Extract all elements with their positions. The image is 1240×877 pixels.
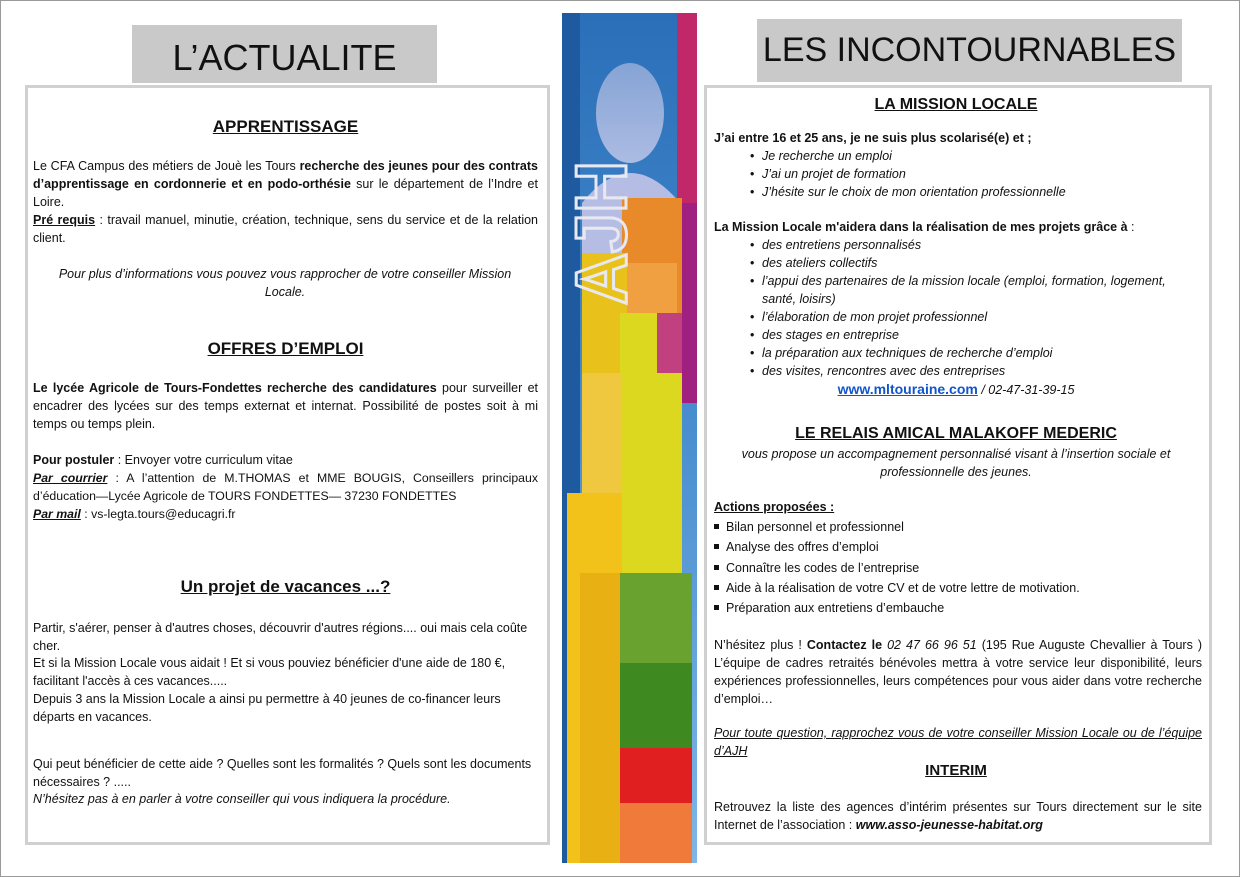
relais-contact: N’hésitez plus ! Contactez le 02 47 66 96 51 (195 Rue Auguste Chevallier à Tours ) L’équipe de cadres retraités bénévoles mettra à votre service leur disponibilité, leurs expériences professionnelles, leurs compétences pour vous aider dans votre recherche d’emploi… bbox=[714, 638, 1203, 706]
offres-courrier: Par courrier : A l’attention de M.THOMAS et MME BOUGIS, Conseillers principaux d’éducation—Lycée Agricole de TOURS FONDETTES— 37230 FONDETTES Par mail : vs-legta.tours@educagri.fr bbox=[33, 471, 538, 521]
apprentissage-title: APPRENTISSAGE bbox=[212, 117, 359, 136]
vacances-p2: Et si la Mission Locale vous aidait ! Et si vous pouviez bénéficier d'une aide de 180 €, facilitant l'accès à ces vacances..... bbox=[33, 656, 506, 688]
interim-text: Retrouvez la liste des agences d’intérim présentes sur Tours directement sur le site Internet de l’association : www.asso-jeunesse-habitat.org bbox=[714, 800, 1202, 832]
relais-subtitle: vous propose un accompagnement personnalisé visant à l’insertion sociale et professionnelle des jeunes. bbox=[741, 447, 1171, 479]
list-item: Analyse des offres d’emploi bbox=[714, 537, 1202, 557]
interim-website-link[interactable]: www.asso-jeunesse-habitat.org bbox=[855, 818, 1043, 832]
list-item: • J’hésite sur le choix de mon orientation professionnelle bbox=[750, 183, 1200, 201]
actions-list bbox=[714, 517, 1202, 618]
list-item: Préparation aux entretiens d’embauche bbox=[714, 598, 1202, 618]
list-item: • des ateliers collectifs bbox=[750, 254, 1190, 272]
list-item: • J’ai un projet de formation bbox=[750, 165, 1200, 183]
apprentissage-paragraph: Le CFA Campus des métiers de Jouè les Tours recherche des jeunes pour des contrats d’apprentissage en cordonnerie et en podo-orthésie sur le département de l’Indre et Loire. Pré requis : travail manuel, minutie, création, technique, sens du service et de la relation client. bbox=[33, 159, 538, 245]
vacances-p5: N’hésitez pas à en parler à votre conseiller qui vous indiquera la procédure. bbox=[33, 792, 451, 806]
mission-aide: La Mission Locale m'aidera dans la réalisation de mes projets grâce à : bbox=[714, 220, 1135, 234]
list-item: • des stages en entreprise bbox=[750, 326, 1190, 344]
relais-title: LE RELAIS AMICAL MALAKOFF MEDERIC bbox=[795, 425, 1117, 442]
offres-postuler: Pour postuler : Envoyer votre curriculum vitae bbox=[33, 453, 293, 467]
mail-address[interactable]: : vs-legta.tours@educagri.fr bbox=[80, 507, 236, 521]
list-item: • l’appui des partenaires de la mission locale (emploi, formation, logement, santé, loisirs) bbox=[750, 272, 1190, 308]
actions-label: Actions proposées : bbox=[714, 500, 835, 514]
list-item: • des entretiens personnalisés bbox=[750, 236, 1190, 254]
mission-title: LA MISSION LOCALE bbox=[874, 96, 1038, 113]
ajh-vertical-text: AJH bbox=[562, 160, 642, 305]
interim-title: INTERIM bbox=[925, 762, 987, 779]
list-item: • Je recherche un emploi bbox=[750, 147, 1200, 165]
apprentissage-info: Pour plus d’informations vous pouvez vous rapprocher de votre conseiller Mission Locale. bbox=[58, 267, 512, 299]
prereq-label: Pré requis bbox=[33, 213, 96, 227]
list-item: Aide à la réalisation de votre CV et de votre lettre de motivation. bbox=[714, 578, 1202, 598]
decorative-art-strip bbox=[562, 13, 697, 863]
relais-question: Pour toute question, rapprochez vous de votre conseiller Mission Locale ou de l’équipe d’AJH bbox=[714, 726, 1202, 758]
offres-title: OFFRES D’EMPLOI bbox=[207, 339, 364, 358]
offres-paragraph: Le lycée Agricole de Tours-Fondettes recherche des candidatures pour surveiller et encadrer des lycées sur des temps externat et internat. Possibilité de postes soit à mi temps ou temps plein. bbox=[33, 381, 538, 431]
vacances-p1: Partir, s'aérer, penser à d'autres choses, découvrir d'autres régions.... oui mais cela coûte cher. bbox=[33, 621, 528, 653]
list-item: Bilan personnel et professionnel bbox=[714, 517, 1202, 537]
mission-website-link[interactable]: www.mltouraine.com bbox=[837, 381, 978, 397]
vacances-title: Un projet de vacances ...? bbox=[180, 577, 391, 596]
list-item: • la préparation aux techniques de recherche d’emploi bbox=[750, 344, 1190, 362]
list-item: Connaître les codes de l’entreprise bbox=[714, 558, 1202, 578]
vacances-p4: Qui peut bénéficier de cette aide ? Quelles sont les formalités ? Quels sont les documents nécessaires ? ..... bbox=[33, 757, 532, 789]
list-item: • l’élaboration de mon projet professionnel bbox=[750, 308, 1190, 326]
mission-list-2 bbox=[750, 236, 1190, 380]
left-heading: L’ACTUALITE bbox=[132, 25, 437, 83]
right-heading: LES INCONTOURNABLES bbox=[757, 19, 1182, 82]
list-item: • des visites, rencontres avec des entreprises bbox=[750, 362, 1190, 380]
mission-intro: J’ai entre 16 et 25 ans, je ne suis plus scolarisé(e) et ; bbox=[714, 131, 1032, 145]
vacances-p3: Depuis 3 ans la Mission Locale a ainsi pu permettre à 40 jeunes de co-financer leurs départs en vacances. bbox=[33, 692, 501, 724]
mission-contact: www.mltouraine.com / 02-47-31-39-15 bbox=[837, 381, 1075, 397]
mission-list-1 bbox=[750, 147, 1200, 201]
